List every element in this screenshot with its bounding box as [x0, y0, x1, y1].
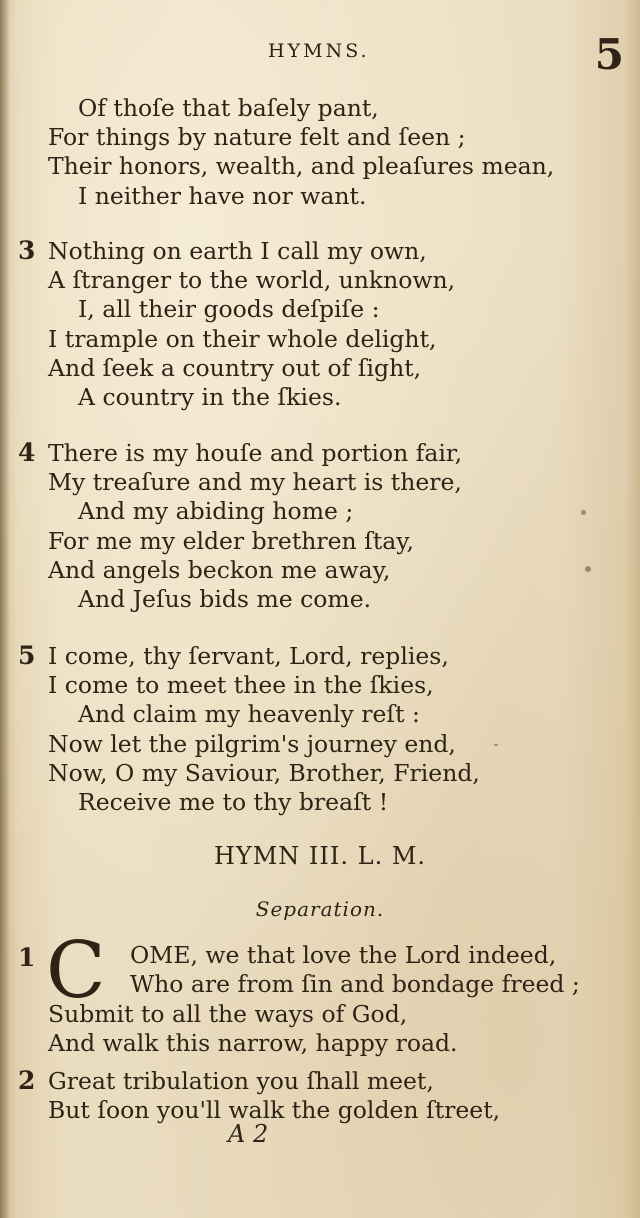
- verse-line-text: For things by nature felt and ſeen ;: [48, 123, 466, 152]
- verse-line-text: There is my houſe and portion fair,: [48, 439, 463, 467]
- verse-line: [0, 758, 640, 788]
- ink-speck: [581, 510, 586, 515]
- verse-line: [0, 940, 640, 970]
- verse-line: [0, 438, 640, 468]
- verse-line-text: Nothing on earth I call my own,: [48, 237, 427, 265]
- hymn-subject: Separation.: [255, 897, 385, 921]
- verse-line-text: Receive me to thy breaſt !: [78, 788, 389, 816]
- verse-line-text: Their honors, wealth, and pleaſures mean,: [48, 152, 555, 181]
- verse-line-text: A country in the ſkies.: [78, 383, 342, 411]
- verse-line-text: And Jeſus bids me come.: [78, 585, 372, 613]
- verse-line-text: I trample on their whole delight,: [48, 324, 437, 353]
- verse-line-text: Of thoſe that baſely pant,: [78, 94, 379, 122]
- verse-line: [0, 496, 640, 526]
- verse-line-text: I come, thy ſervant, Lord, replies,: [48, 642, 449, 670]
- verse-line: [0, 526, 640, 556]
- verse-number: 2: [18, 1066, 36, 1095]
- verse-line: [0, 265, 640, 295]
- verse-line: [0, 1066, 640, 1096]
- verse-line-text: Submit to all the ways of God,: [48, 1000, 408, 1028]
- verse-number: 5: [18, 641, 36, 670]
- verse-line: [0, 969, 640, 999]
- verse-line: [0, 151, 640, 181]
- verse-line-text: I, all their goods deſpiſe :: [78, 295, 380, 324]
- verse-line-text: Great tribulation you ſhall meet,: [48, 1067, 434, 1095]
- verse-line: [0, 181, 640, 211]
- signature-mark: A 2: [228, 1120, 269, 1148]
- drop-cap: C: [46, 926, 106, 1016]
- verse-line: [0, 670, 640, 700]
- verse-line: [0, 353, 640, 383]
- verse-line-text: OME, we that love the Lord indeed,: [130, 941, 557, 969]
- verse-line: [0, 1095, 640, 1125]
- verse-line-text: But ſoon you'll walk the golden ſtreet,: [48, 1096, 501, 1124]
- verse-line: [0, 122, 640, 152]
- page-number: 5: [594, 30, 624, 79]
- verse-line: [0, 467, 640, 497]
- verse-line-text: Now let the pilgrim's journey end,: [48, 729, 456, 758]
- verse-line: [0, 584, 640, 614]
- verse-line: [0, 93, 640, 123]
- verse-number: 4: [18, 438, 36, 467]
- verse-line: [0, 699, 640, 729]
- verse-line: [0, 382, 640, 412]
- verse-line-text: I neither have nor want.: [78, 181, 367, 210]
- verse-line-text: My treaſure and my heart is there,: [48, 468, 462, 497]
- verse-line-text: And claim my heavenly reſt :: [78, 700, 420, 729]
- verse-line: [0, 999, 640, 1029]
- verse-line: [0, 1028, 640, 1058]
- hymn-title: HYMN III. L. M.: [213, 842, 427, 870]
- verse-line: [0, 555, 640, 585]
- ink-speck: [585, 566, 591, 572]
- verse-line-text: Who are from ſin and bondage freed ;: [130, 970, 580, 998]
- verse-line: [0, 787, 640, 817]
- verse-line-text: Now, O my Saviour, Brother, Friend,: [48, 758, 480, 787]
- ink-speck: [494, 744, 498, 746]
- verse-line-text: A ſtranger to the world, unknown,: [48, 266, 456, 295]
- verse-line: [0, 641, 640, 671]
- verse-number: 3: [18, 236, 36, 265]
- verse-line-text: And angels beckon me away,: [48, 555, 391, 584]
- verse-line-text: And ſeek a country out of ſight,: [48, 353, 422, 382]
- verse-line-text: And my abiding home ;: [78, 497, 354, 526]
- verse-line: [0, 324, 640, 354]
- verse-number: 1: [18, 943, 36, 972]
- verse-line: [0, 236, 640, 266]
- verse-line: [0, 729, 640, 759]
- verse-line-text: And walk this narrow, happy road.: [48, 1029, 458, 1057]
- verse-line-text: For me my elder brethren ſtay,: [48, 526, 414, 555]
- running-head: HYMNS.: [268, 40, 370, 62]
- page-header: [0, 30, 640, 79]
- verse-line-text: I come to meet thee in the ſkies,: [48, 671, 434, 700]
- verse-line: [0, 294, 640, 324]
